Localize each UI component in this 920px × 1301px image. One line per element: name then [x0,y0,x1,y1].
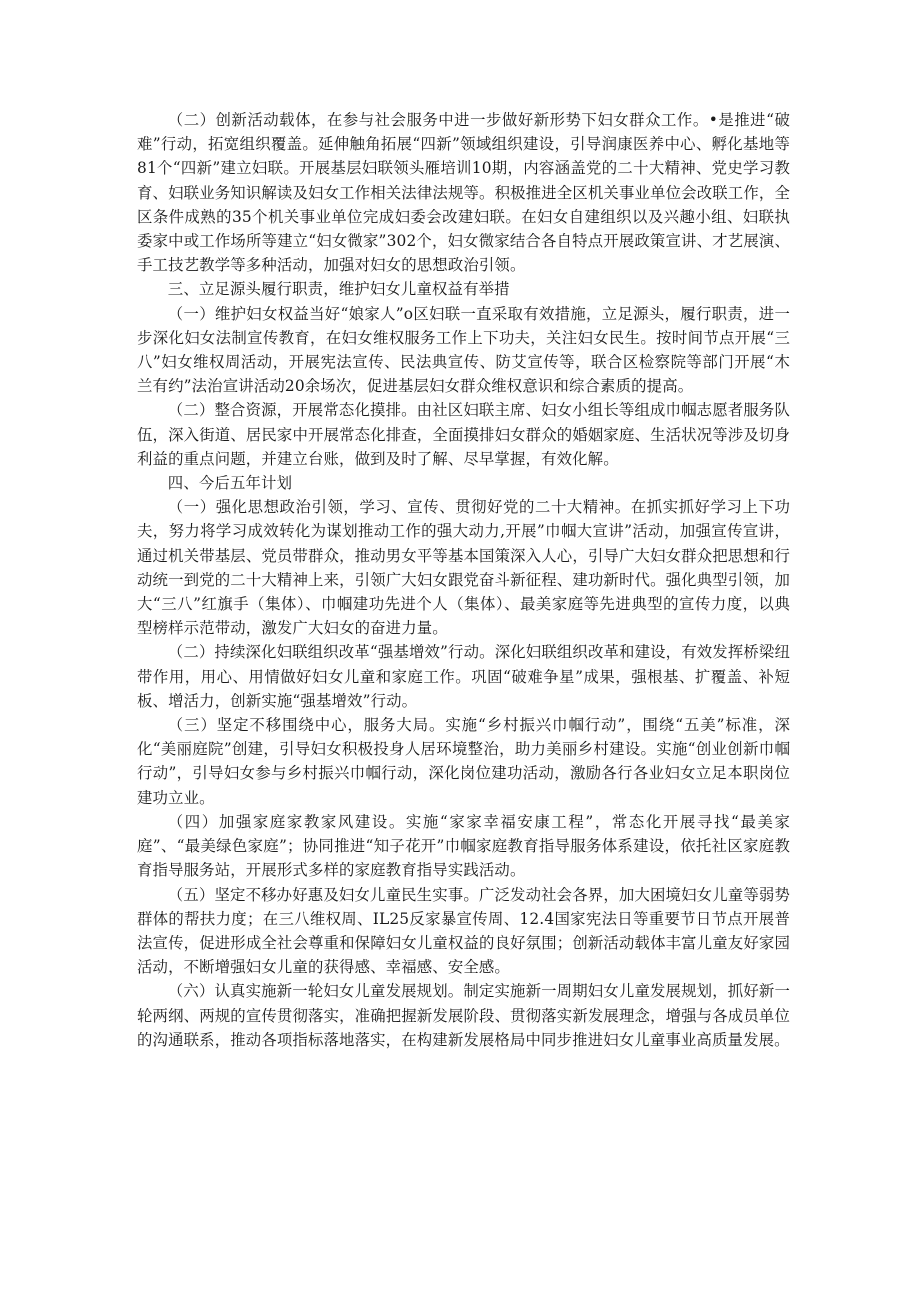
paragraph-organization-reform: （二）持续深化妇联组织改革“强基增效”行动。深化妇联组织改革和建设，有效发挥桥梁纽带作用，用心、用情做好妇女儿童和家庭工作。巩固“破难争星”成果，强根基、扩覆盖、补短板、增活力，创新实施“强基增效”行动。 [137,643,790,710]
paragraph-integrate-resources: （二）整合资源，开展常态化摸排。由社区妇联主席、妇女小组长等组成巾帼志愿者服务队伍，深入街道、居民家中开展常态化排查，全面摸排妇女群众的婚姻家庭、生活状况等涉及切身利益的重点问题，并建立台账，做到及时了解、尽早掌握，有效化解。 [137,401,790,468]
paragraph-serve-overall-situation: （三）坚定不移围绕中心，服务大局。实施“乡村振兴巾帼行动”，围绕“五美”标准，深化“美丽庭院”创建，引导妇女积极投身人居环境整治，助力美丽乡村建设。实施“创业创新巾帼行动”，引导妇女参与乡村振兴巾帼行动，深化岗位建功活动，激励各行各业妇女立足本职岗位建功立业。 [137,716,790,807]
paragraph-family-tradition: （四）加强家庭家教家风建设。实施“家家幸福安康工程”，常态化开展寻找“最美家庭”、“最美绿色家庭”；协同推进“知子花开”巾帼家庭教育指导服务体系建设，依托社区家庭教育指导服务站，开展形式多样的家庭教育指导实践活动。 [137,812,790,880]
paragraph-development-plan: （六）认真实施新一轮妇女儿童发展规划。制定实施新一周期妇女儿童发展规划，抓好新一轮两纲、两规的宣传贯彻落实，准确把握新发展阶段、贯彻落实新发展理念，增强与各成员单位的沟通联系，推动各项指标落地落实，在构建新发展格局中同步推进妇女儿童事业高质量发展。 [137,982,790,1049]
section-heading-five-year-plan: 四、今后五年计划 [167,474,293,493]
section-heading-rights-protection: 三、立足源头履行职责，维护妇女儿童权益有举措 [167,280,510,299]
paragraph-livelihood-matters: （五）坚定不移办好惠及妇女儿童民生实事。广泛发动社会各界，加大困境妇女儿童等弱势群体的帮扶力度；在三八维权周、IL25反家暴宣传周、12.4国家宪法日等重要节日节点开展普法宣传，促进形成全社会尊重和保障妇女儿童权益的良好氛围；创新活动载体丰富儿童友好家园活动，不断增强妇女儿童的获得感、幸福感、安全感。 [137,885,790,977]
document-body [137,108,790,1052]
paragraph-maintain-women-rights: （一）维护妇女权益当好“娘家人”o区妇联一直采取有效措施，立足源头，履行职责，进一步深化妇女法制宣传教育，在妇女维权服务工作上下功夫，关注妇女民生。按时间节点开展“三八”妇女维权周活动，开展宪法宣传、民法典宣传、防艾宣传等，联合区检察院等部门开展“木兰有约”法治宣讲活动20余场次，促进基层妇女群众维权意识和综合素质的提高。 [137,304,790,396]
paragraph-innovate-activity-carrier: （二）创新活动载体，在参与社会服务中进一步做好新形势下妇女群众工作。•是推进“破难”行动，拓宽组织覆盖。延伸触角拓展“四新”领域组织建设，引导润康医养中心、孵化基地等81个“四新”建立妇联。开展基层妇联领头雁培训10期，内容涵盖党的二十大精神、党史学习教育、妇联业务知识解读及妇女工作相关法律法规等。积极推进全区机关事业单位会改联工作，全区条件成熟的35个机关事业单位完成妇委会改建妇联。在妇女自建组织以及兴趣小组、妇联执委家中或工作场所等建立“妇女微家”302个，妇女微家结合各自特点开展政策宣讲、才艺展演、手工技艺教学等多种活动，加强对妇女的思想政治引领。 [137,111,790,275]
paragraph-ideological-guidance: （一）强化思想政治引领，学习、宣传、贯彻好党的二十大精神。在抓实抓好学习上下功夫，努力将学习成效转化为谋划推动工作的强大动力,开展”巾帼大宣讲”活动，加强宣传宣讲，通过机关带基层、党员带群众，推动男女平等基本国策深入人心，引导广大妇女群众把思想和行动统一到党的二十大精神上来，引领广大妇女跟党奋斗新征程、建功新时代。强化典型引领，加大“三八”红旗手（集体）、巾帼建功先进个人（集体）、最美家庭等先进典型的宣传力度，以典型榜样示范带动，激发广大妇女的奋进力量。 [137,498,790,638]
